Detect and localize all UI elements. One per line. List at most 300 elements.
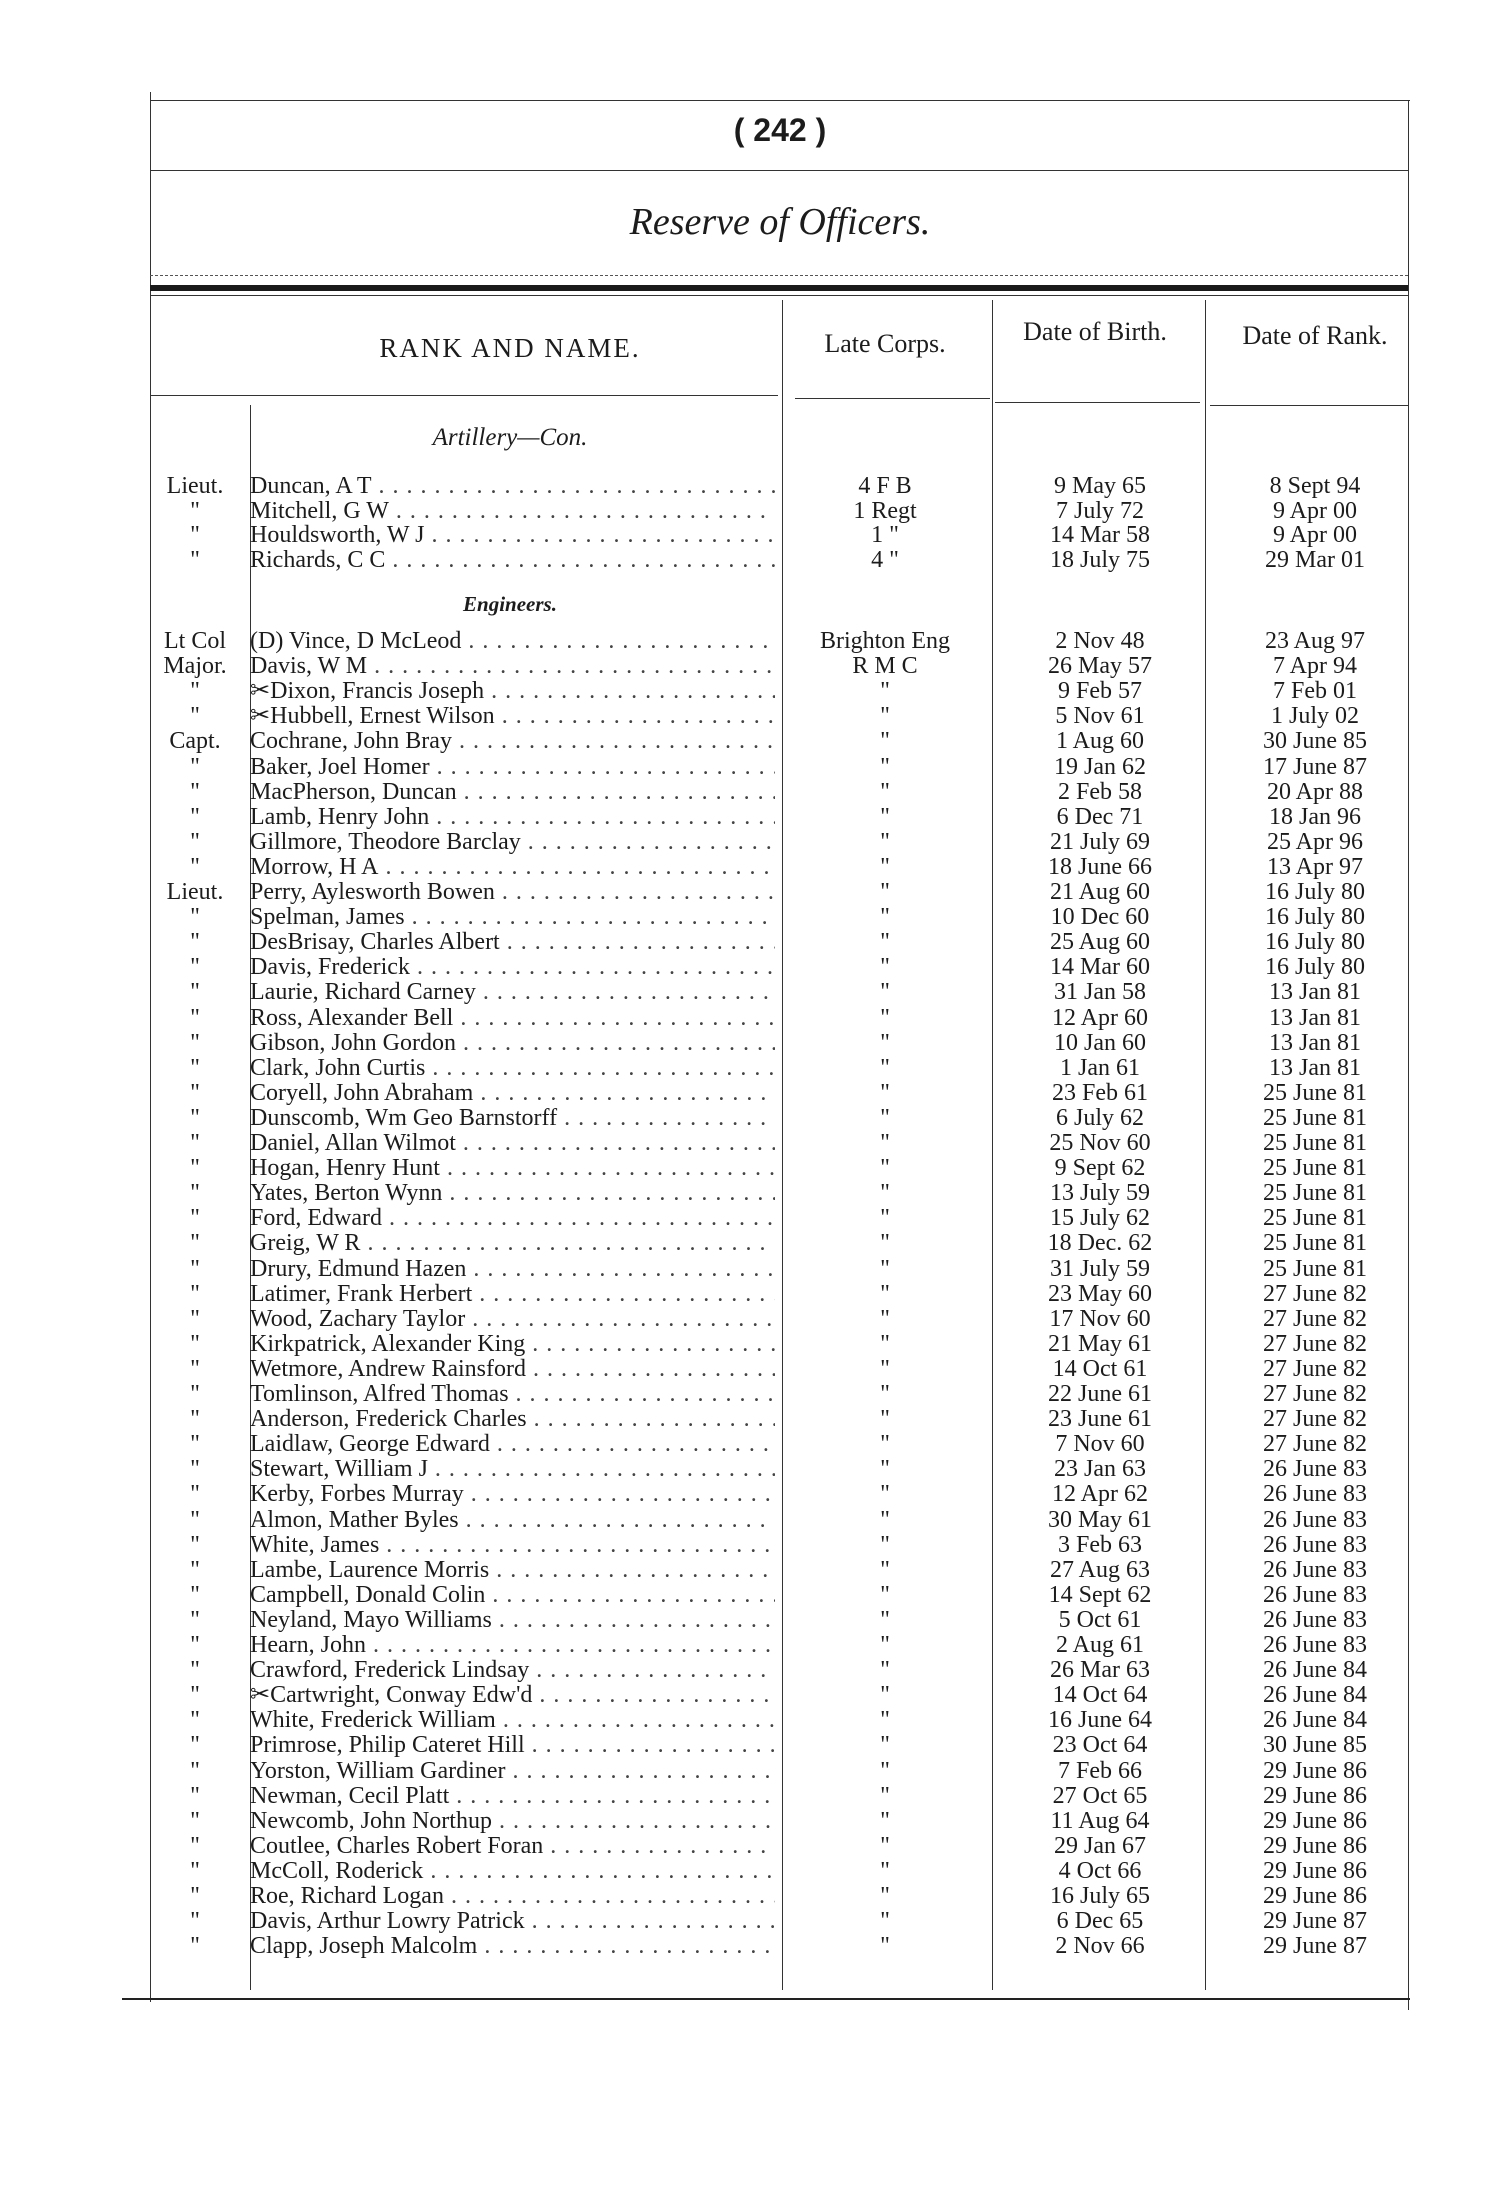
table-row — [0, 474, 1494, 499]
date-of-birth-cell: 29 Jan 67 — [1054, 1832, 1146, 1859]
rank-cell: " — [190, 1481, 200, 1508]
date-of-birth-cell: 3 Feb 63 — [1058, 1531, 1142, 1558]
rank-cell: " — [190, 1707, 200, 1734]
date-of-rank-cell: 30 June 85 — [1263, 1732, 1367, 1759]
date-of-birth-cell: 16 July 65 — [1049, 1883, 1150, 1909]
name-cell: Richards, C C . . . — [250, 548, 775, 573]
date-of-birth-cell: 5 Nov 61 — [1055, 703, 1145, 730]
date-of-rank-cell: 25 June 81 — [1263, 1230, 1367, 1257]
late-corps-cell: " — [880, 1431, 890, 1458]
name-cell: Spelman, James . . . — [250, 905, 775, 930]
date-of-rank-cell: 13 Jan 81 — [1269, 1004, 1361, 1031]
date-of-birth-cell: 23 May 60 — [1048, 1280, 1152, 1307]
name-cell: Morrow, H A . . . — [250, 855, 775, 880]
date-of-rank-cell: 25 June 81 — [1263, 1079, 1367, 1106]
late-corps-cell: " — [880, 803, 890, 830]
late-corps-cell: " — [880, 1130, 890, 1156]
date-of-birth-cell: 15 July 62 — [1049, 1205, 1150, 1232]
table-row — [0, 1006, 1494, 1031]
late-corps-cell: " — [880, 678, 890, 705]
late-corps-cell: " — [880, 1908, 890, 1935]
late-corps-cell: " — [880, 904, 890, 931]
late-corps-cell: " — [880, 954, 890, 981]
date-of-birth-cell: 10 Jan 60 — [1054, 1029, 1146, 1056]
late-corps-cell: " — [880, 979, 890, 1006]
date-of-rank-cell: 29 June 86 — [1263, 1832, 1367, 1859]
rank-cell: " — [190, 979, 200, 1006]
rank-cell: " — [190, 1255, 200, 1282]
date-of-birth-cell: 2 Feb 58 — [1058, 778, 1142, 805]
rank-cell: " — [190, 1180, 200, 1207]
table-row — [0, 499, 1494, 524]
date-of-rank-cell: 25 June 81 — [1263, 1255, 1367, 1282]
name-cell: Mitchell, G W . . . — [250, 499, 775, 524]
table-row — [0, 880, 1494, 905]
rank-cell: " — [190, 1556, 200, 1583]
rank-cell: " — [190, 1883, 200, 1909]
date-of-birth-cell: 10 Dec 60 — [1050, 904, 1150, 931]
date-of-birth-cell: 9 Feb 57 — [1058, 678, 1142, 705]
late-corps-cell: " — [880, 1155, 890, 1182]
late-corps-cell: 4 " — [871, 546, 899, 573]
late-corps-cell: " — [880, 1782, 890, 1809]
table-row — [0, 1056, 1494, 1081]
date-of-rank-cell: 26 June 83 — [1263, 1606, 1367, 1633]
date-of-birth-cell: 25 Aug 60 — [1049, 929, 1150, 956]
table-row — [0, 1357, 1494, 1382]
name-cell: ✂Hubbell, Ernest Wilson . . . — [250, 704, 775, 729]
table-row — [0, 1708, 1494, 1733]
date-of-birth-cell: 30 May 61 — [1048, 1506, 1152, 1533]
date-of-birth-cell: 6 Dec 65 — [1056, 1908, 1144, 1935]
late-corps-cell: " — [880, 1732, 890, 1759]
late-corps-cell: " — [880, 1606, 890, 1633]
name-cell: Clark, John Curtis . . . — [250, 1056, 775, 1081]
date-of-birth-cell: 22 June 61 — [1048, 1381, 1152, 1407]
rank-cell: " — [190, 1305, 200, 1332]
date-of-rank-cell: 29 June 86 — [1263, 1807, 1367, 1834]
date-of-rank-cell: 26 June 83 — [1263, 1506, 1367, 1533]
name-cell: Drury, Edmund Hazen . . . — [250, 1257, 775, 1282]
table-row — [0, 1156, 1494, 1181]
date-of-rank-cell: 29 June 86 — [1263, 1883, 1367, 1909]
late-corps-cell: " — [880, 1657, 890, 1684]
date-of-rank-cell: 8 Sept 94 — [1269, 473, 1361, 499]
table-row — [0, 629, 1494, 654]
date-of-birth-cell: 9 Sept 62 — [1054, 1155, 1146, 1182]
name-cell: Neyland, Mayo Williams . . . — [250, 1608, 775, 1633]
date-of-birth-cell: 4 Oct 66 — [1058, 1857, 1142, 1884]
name-cell: Ford, Edward . . . — [250, 1206, 775, 1231]
table-row — [0, 1508, 1494, 1533]
late-corps-cell: 4 F B — [858, 473, 912, 499]
table-row — [0, 1859, 1494, 1884]
rank-cell: " — [190, 1857, 200, 1884]
late-corps-cell: " — [880, 1556, 890, 1583]
rank-cell: " — [190, 546, 200, 573]
rank-cell: " — [190, 1933, 200, 1960]
date-of-rank-cell: 29 June 86 — [1263, 1857, 1367, 1884]
table-row — [0, 755, 1494, 780]
table-row — [0, 1131, 1494, 1156]
date-of-rank-cell: 27 June 82 — [1263, 1406, 1367, 1433]
name-cell: White, James . . . — [250, 1533, 775, 1558]
name-cell: MacPherson, Duncan . . . — [250, 780, 775, 805]
table-row — [0, 1031, 1494, 1056]
page-number: ( 242 ) — [733, 112, 827, 148]
late-corps-cell: " — [880, 879, 890, 905]
table-row — [0, 1683, 1494, 1708]
date-of-rank-cell: 29 June 86 — [1263, 1757, 1367, 1784]
date-of-rank-cell: 16 July 80 — [1264, 929, 1365, 956]
table-row — [0, 1407, 1494, 1432]
table-row — [0, 1106, 1494, 1131]
date-of-birth-cell: 14 Sept 62 — [1048, 1581, 1152, 1608]
late-corps-cell: " — [880, 1682, 890, 1709]
date-of-rank-cell: 16 July 80 — [1264, 954, 1365, 981]
table-row — [0, 1181, 1494, 1206]
rank-cell: " — [190, 1531, 200, 1558]
name-cell: Clapp, Joseph Malcolm . . . — [250, 1934, 775, 1959]
late-corps-cell: " — [880, 1330, 890, 1357]
date-of-rank-cell: 29 June 86 — [1263, 1782, 1367, 1809]
name-cell: Roe, Richard Logan . . . — [250, 1884, 775, 1909]
date-of-birth-cell: 6 Dec 71 — [1056, 803, 1144, 830]
table-row — [0, 980, 1494, 1005]
name-cell: Davis, Frederick . . . — [250, 955, 775, 980]
rank-cell: " — [190, 522, 200, 548]
table-row — [0, 805, 1494, 830]
late-corps-cell: " — [880, 1230, 890, 1257]
name-cell: Lamb, Henry John . . . — [250, 805, 775, 830]
rank-cell: " — [190, 1606, 200, 1633]
table-row — [0, 1558, 1494, 1583]
name-cell: Tomlinson, Alfred Thomas . . . — [250, 1382, 775, 1407]
late-corps-cell: " — [880, 703, 890, 730]
name-cell: Perry, Aylesworth Bowen . . . — [250, 880, 775, 905]
date-of-birth-cell: 6 July 62 — [1055, 1104, 1144, 1131]
rank-cell: " — [190, 1330, 200, 1357]
late-corps-cell: " — [880, 1632, 890, 1658]
name-cell: Anderson, Frederick Charles . . . — [250, 1407, 775, 1432]
name-cell: Hogan, Henry Hunt . . . — [250, 1156, 775, 1181]
name-cell: McColl, Roderick . . . — [250, 1859, 775, 1884]
date-of-birth-cell: 16 June 64 — [1048, 1707, 1152, 1734]
rank-cell: " — [190, 1782, 200, 1809]
date-of-birth-cell: 27 Aug 63 — [1049, 1556, 1150, 1583]
date-of-birth-cell: 23 Feb 61 — [1052, 1079, 1148, 1106]
name-cell: Laidlaw, George Edward . . . — [250, 1432, 775, 1457]
rank-cell: " — [190, 853, 200, 880]
table-row — [0, 930, 1494, 955]
late-corps-cell: " — [880, 1381, 890, 1407]
table-row — [0, 1608, 1494, 1633]
rank-cell: " — [190, 954, 200, 981]
date-of-rank-cell: 7 Apr 94 — [1273, 653, 1357, 680]
late-corps-cell: " — [880, 1581, 890, 1608]
rank-cell: " — [190, 1406, 200, 1433]
date-of-birth-cell: 26 May 57 — [1048, 653, 1152, 680]
date-of-birth-cell: 12 Apr 60 — [1052, 1004, 1148, 1031]
date-of-rank-cell: 16 July 80 — [1264, 904, 1365, 931]
late-corps-cell: " — [880, 1004, 890, 1031]
date-of-rank-cell: 1 July 02 — [1270, 703, 1359, 730]
late-corps-cell: 1 " — [871, 522, 899, 548]
rank-cell: Lieut. — [166, 473, 224, 499]
late-corps-cell: " — [880, 1707, 890, 1734]
date-of-rank-cell: 27 June 82 — [1263, 1330, 1367, 1357]
name-cell: Cochrane, John Bray . . . — [250, 729, 775, 754]
name-cell: Primrose, Philip Cateret Hill . . . — [250, 1733, 775, 1758]
table-row — [0, 1633, 1494, 1658]
date-of-birth-cell: 21 Aug 60 — [1049, 879, 1150, 905]
name-cell: Yorston, William Gardiner . . . — [250, 1759, 775, 1784]
name-cell: Crawford, Frederick Lindsay . . . — [250, 1658, 775, 1683]
date-of-rank-cell: 27 June 82 — [1263, 1381, 1367, 1407]
late-corps-cell: " — [880, 1531, 890, 1558]
date-of-birth-cell: 7 July 72 — [1055, 497, 1144, 524]
name-cell: Kirkpatrick, Alexander King . . . — [250, 1332, 775, 1357]
table-row — [0, 1307, 1494, 1332]
date-of-rank-cell: 26 June 83 — [1263, 1456, 1367, 1483]
date-of-rank-cell: 29 Mar 01 — [1265, 546, 1365, 573]
name-cell: Dunscomb, Wm Geo Barnstorff . . . — [250, 1106, 775, 1131]
date-of-birth-cell: 1 Jan 61 — [1060, 1054, 1140, 1081]
name-cell: Coutlee, Charles Robert Foran . . . — [250, 1834, 775, 1859]
rank-cell: " — [190, 1581, 200, 1608]
name-cell: Kerby, Forbes Murray . . . — [250, 1482, 775, 1507]
table-row — [0, 780, 1494, 805]
table-row — [0, 1081, 1494, 1106]
name-cell: Gillmore, Theodore Barclay . . . — [250, 830, 775, 855]
name-cell: (D) Vince, D McLeod . . . — [250, 629, 775, 654]
date-of-rank-cell: 27 June 82 — [1263, 1355, 1367, 1382]
column-header-date-of-birth: Date of Birth. — [1023, 317, 1167, 346]
late-corps-cell: " — [880, 853, 890, 880]
table-row — [0, 1533, 1494, 1558]
name-cell: Baker, Joel Homer . . . — [250, 755, 775, 780]
column-header-late-corps: Late Corps. — [824, 329, 946, 358]
late-corps-cell: " — [880, 1054, 890, 1081]
table-row — [0, 1809, 1494, 1834]
name-cell: Newman, Cecil Platt . . . — [250, 1784, 775, 1809]
name-cell: Lambe, Laurence Morris . . . — [250, 1558, 775, 1583]
rank-cell: " — [190, 1355, 200, 1382]
date-of-birth-cell: 23 Jan 63 — [1054, 1456, 1146, 1483]
name-cell: Davis, Arthur Lowry Patrick . . . — [250, 1909, 775, 1934]
late-corps-cell: " — [880, 929, 890, 956]
table-row — [0, 1457, 1494, 1482]
date-of-rank-cell: 25 June 81 — [1263, 1180, 1367, 1207]
date-of-birth-cell: 14 Mar 58 — [1050, 522, 1150, 548]
late-corps-cell: " — [880, 1832, 890, 1859]
date-of-birth-cell: 26 Mar 63 — [1050, 1657, 1150, 1684]
late-corps-cell: " — [880, 1355, 890, 1382]
table-row — [0, 955, 1494, 980]
table-row — [0, 1206, 1494, 1231]
table-row — [0, 1257, 1494, 1282]
date-of-rank-cell: 29 June 87 — [1263, 1908, 1367, 1935]
late-corps-cell: " — [880, 728, 890, 755]
date-of-birth-cell: 17 Nov 60 — [1049, 1305, 1151, 1332]
late-corps-cell: " — [880, 1506, 890, 1533]
rank-cell: " — [190, 1682, 200, 1709]
date-of-birth-cell: 2 Aug 61 — [1055, 1632, 1144, 1658]
table-row — [0, 1382, 1494, 1407]
date-of-rank-cell: 9 Apr 00 — [1273, 497, 1357, 524]
table-row — [0, 1482, 1494, 1507]
late-corps-cell: " — [880, 1205, 890, 1232]
name-cell: Wood, Zachary Taylor . . . — [250, 1307, 775, 1332]
table-row — [0, 1884, 1494, 1909]
date-of-birth-cell: 31 July 59 — [1049, 1255, 1150, 1282]
rank-cell: " — [190, 1230, 200, 1257]
date-of-rank-cell: 13 Apr 97 — [1267, 853, 1363, 880]
date-of-birth-cell: 23 Oct 64 — [1052, 1732, 1148, 1759]
rank-cell: " — [190, 1732, 200, 1759]
date-of-rank-cell: 26 June 83 — [1263, 1556, 1367, 1583]
table-row — [0, 679, 1494, 704]
rank-cell: " — [190, 803, 200, 830]
rank-cell: " — [190, 929, 200, 956]
table-row — [0, 1583, 1494, 1608]
column-header-rank-and-name: RANK AND NAME. — [379, 333, 641, 363]
date-of-birth-cell: 7 Nov 60 — [1055, 1431, 1145, 1458]
rank-cell: " — [190, 1280, 200, 1307]
late-corps-cell: R M C — [852, 653, 918, 680]
late-corps-cell: " — [880, 1180, 890, 1207]
rank-cell: Lieut. — [166, 879, 224, 905]
rank-cell: Lt Col — [163, 628, 226, 654]
date-of-birth-cell: 11 Aug 64 — [1050, 1807, 1150, 1834]
date-of-rank-cell: 25 Apr 96 — [1267, 828, 1363, 855]
date-of-rank-cell: 13 Jan 81 — [1269, 979, 1361, 1006]
date-of-rank-cell: 25 June 81 — [1263, 1205, 1367, 1232]
date-of-rank-cell: 16 July 80 — [1264, 879, 1365, 905]
page-title: Reserve of Officers. — [629, 201, 931, 243]
late-corps-cell: " — [880, 1857, 890, 1884]
date-of-birth-cell: 21 May 61 — [1048, 1330, 1152, 1357]
late-corps-cell: Brighton Eng — [820, 628, 950, 654]
table-row — [0, 1231, 1494, 1256]
date-of-rank-cell: 25 June 81 — [1263, 1155, 1367, 1182]
rank-cell: " — [190, 1104, 200, 1131]
table-row — [0, 1658, 1494, 1683]
late-corps-cell: 1 Regt — [853, 497, 917, 524]
date-of-rank-cell: 17 June 87 — [1263, 753, 1367, 780]
rank-cell: " — [190, 1029, 200, 1056]
date-of-rank-cell: 7 Feb 01 — [1273, 678, 1357, 705]
table-row — [0, 1759, 1494, 1784]
date-of-rank-cell: 26 June 84 — [1263, 1657, 1367, 1684]
table-row — [0, 1432, 1494, 1457]
date-of-rank-cell: 27 June 82 — [1263, 1305, 1367, 1332]
date-of-birth-cell: 31 Jan 58 — [1054, 979, 1146, 1006]
name-cell: Campbell, Donald Colin . . . — [250, 1583, 775, 1608]
date-of-rank-cell: 29 June 87 — [1263, 1933, 1367, 1960]
name-cell: DesBrisay, Charles Albert . . . — [250, 930, 775, 955]
date-of-rank-cell: 30 June 85 — [1263, 728, 1367, 755]
rank-cell: " — [190, 1431, 200, 1458]
rank-cell: Major. — [163, 653, 227, 680]
rank-cell: " — [190, 1757, 200, 1784]
table-row — [0, 704, 1494, 729]
date-of-birth-cell: 2 Nov 66 — [1055, 1933, 1145, 1960]
date-of-birth-cell: 12 Apr 62 — [1052, 1481, 1148, 1508]
section-heading-artillery: Artillery—Con. — [432, 424, 588, 451]
section-heading-engineers: Engineers. — [463, 592, 557, 616]
date-of-birth-cell: 2 Nov 48 — [1055, 628, 1145, 654]
name-cell: White, Frederick William . . . — [250, 1708, 775, 1733]
late-corps-cell: " — [880, 778, 890, 805]
table-row — [0, 830, 1494, 855]
date-of-birth-cell: 27 Oct 65 — [1052, 1782, 1148, 1809]
name-cell: Laurie, Richard Carney . . . — [250, 980, 775, 1005]
date-of-birth-cell: 18 Dec. 62 — [1047, 1230, 1153, 1257]
rank-cell: " — [190, 1079, 200, 1106]
date-of-rank-cell: 26 June 83 — [1263, 1581, 1367, 1608]
rank-cell: " — [190, 1155, 200, 1182]
rank-cell: " — [190, 1807, 200, 1834]
rank-cell: " — [190, 1908, 200, 1935]
name-cell: Yates, Berton Wynn . . . — [250, 1181, 775, 1206]
rank-cell: " — [190, 678, 200, 705]
late-corps-cell: " — [880, 1305, 890, 1332]
rank-cell: " — [190, 1506, 200, 1533]
table-row — [0, 1934, 1494, 1959]
date-of-rank-cell: 9 Apr 00 — [1273, 522, 1357, 548]
date-of-birth-cell: 19 Jan 62 — [1054, 753, 1146, 780]
date-of-rank-cell: 18 Jan 96 — [1269, 803, 1361, 830]
rank-cell: " — [190, 1456, 200, 1483]
late-corps-cell: " — [880, 1757, 890, 1784]
date-of-rank-cell: 27 June 82 — [1263, 1280, 1367, 1307]
date-of-birth-cell: 7 Feb 66 — [1058, 1757, 1142, 1784]
late-corps-cell: " — [880, 1456, 890, 1483]
date-of-birth-cell: 23 June 61 — [1048, 1406, 1152, 1433]
name-cell: Coryell, John Abraham . . . — [250, 1081, 775, 1106]
date-of-rank-cell: 26 June 84 — [1263, 1682, 1367, 1709]
name-cell: Greig, W R . . . — [250, 1231, 775, 1256]
date-of-rank-cell: 23 Aug 97 — [1264, 628, 1365, 654]
name-cell: Almon, Mather Byles . . . — [250, 1508, 775, 1533]
name-cell: Duncan, A T . . . — [250, 474, 775, 499]
rank-cell: " — [190, 1054, 200, 1081]
date-of-birth-cell: 14 Mar 60 — [1050, 954, 1150, 981]
table-row — [0, 1282, 1494, 1307]
date-of-rank-cell: 26 June 84 — [1263, 1707, 1367, 1734]
date-of-birth-cell: 14 Oct 64 — [1052, 1682, 1148, 1709]
name-cell: Daniel, Allan Wilmot . . . — [250, 1131, 775, 1156]
date-of-rank-cell: 26 June 83 — [1263, 1531, 1367, 1558]
table-row — [0, 548, 1494, 573]
date-of-rank-cell: 26 June 83 — [1263, 1481, 1367, 1508]
late-corps-cell: " — [880, 1255, 890, 1282]
date-of-birth-cell: 21 July 69 — [1049, 828, 1150, 855]
late-corps-cell: " — [880, 828, 890, 855]
name-cell: ✂Cartwright, Conway Edw'd . . . — [250, 1683, 775, 1708]
late-corps-cell: " — [880, 1029, 890, 1056]
late-corps-cell: " — [880, 1933, 890, 1960]
name-cell: Newcomb, John Northup . . . — [250, 1809, 775, 1834]
rank-cell: " — [190, 753, 200, 780]
date-of-birth-cell: 14 Oct 61 — [1052, 1355, 1148, 1382]
rank-cell: " — [190, 1832, 200, 1859]
name-cell: Stewart, William J . . . — [250, 1457, 775, 1482]
rank-cell: Capt. — [169, 728, 221, 755]
table-row — [0, 905, 1494, 930]
rank-cell: " — [190, 1130, 200, 1156]
